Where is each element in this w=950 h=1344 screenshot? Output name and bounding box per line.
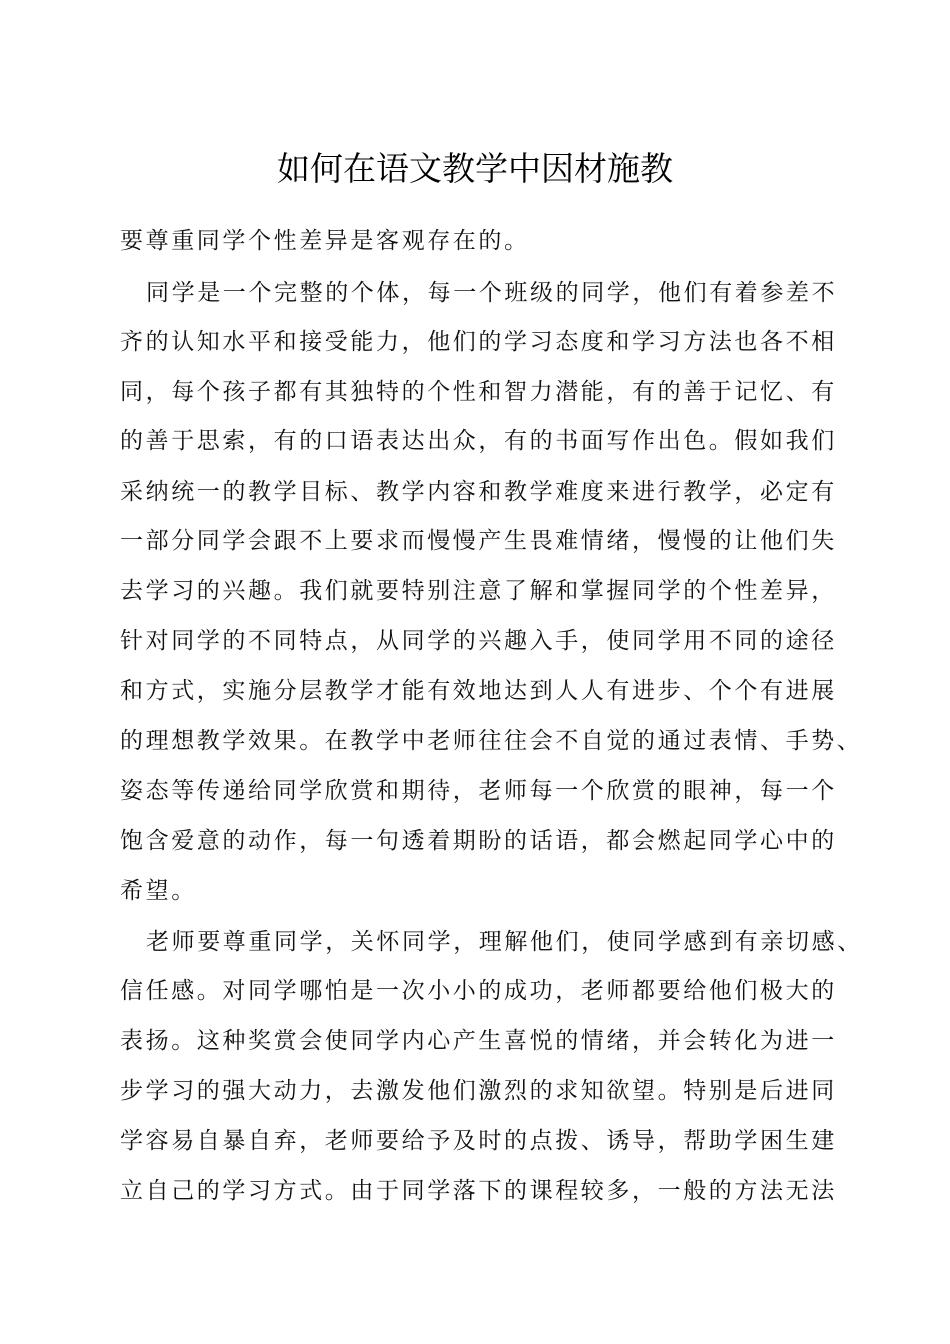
text-line: 希望。 xyxy=(120,878,197,904)
text-line: 立自己的学习方式。由于同学落下的课程较多，一般的方法无法 xyxy=(120,1178,837,1204)
text-line: 要尊重同学个性差异是客观存在的。 xyxy=(120,228,530,254)
text-line: 步学习的强大动力，去激发他们激烈的求知欲望。特别是后进同 xyxy=(120,1078,837,1104)
text-line: 采纳统一的教学目标、教学内容和教学难度来进行教学，必定有 xyxy=(120,479,837,505)
text-line: 学容易自暴自弃，老师要给予及时的点拨、诱导，帮助学困生建 xyxy=(120,1128,837,1154)
text-line: 齐的认知水平和接受能力，他们的学习态度和学习方法也各不相 xyxy=(120,329,837,355)
text-line: 信任感。对同学哪怕是一次小小的成功，老师都要给他们极大的 xyxy=(120,978,837,1004)
text-line: 的理想教学效果。在教学中老师往往会不自觉的通过表情、手势、 xyxy=(120,728,863,754)
text-line: 的善于思索，有的口语表达出众，有的书面写作出色。假如我们 xyxy=(120,428,837,454)
text-line: 同，每个孩子都有其独特的个性和智力潜能，有的善于记忆、有 xyxy=(120,379,837,405)
text-line: 和方式，实施分层教学才能有效地达到人人有进步、个个有进展 xyxy=(120,678,837,704)
text-line: 表扬。这种奖赏会使同学内心产生喜悦的情绪，并会转化为进一 xyxy=(120,1028,837,1054)
text-line: 针对同学的不同特点，从同学的兴趣入手，使同学用不同的途径 xyxy=(120,628,837,654)
text-line: 同学是一个完整的个体，每一个班级的同学，他们有着参差不 xyxy=(146,280,838,306)
text-line: 老师要尊重同学，关怀同学，理解他们，使同学感到有亲切感、 xyxy=(146,929,863,955)
text-line: 姿态等传递给同学欣赏和期待，老师每一个欣赏的眼神，每一个 xyxy=(120,778,837,804)
document-title: 如何在语文教学中因材施教 xyxy=(277,149,673,188)
text-line: 一部分同学会跟不上要求而慢慢产生畏难情绪，慢慢的让他们失 xyxy=(120,528,837,554)
text-line: 饱含爱意的动作，每一句透着期盼的话语，都会燃起同学心中的 xyxy=(120,828,837,854)
text-line: 去学习的兴趣。我们就要特别注意了解和掌握同学的个性差异， xyxy=(120,578,837,604)
